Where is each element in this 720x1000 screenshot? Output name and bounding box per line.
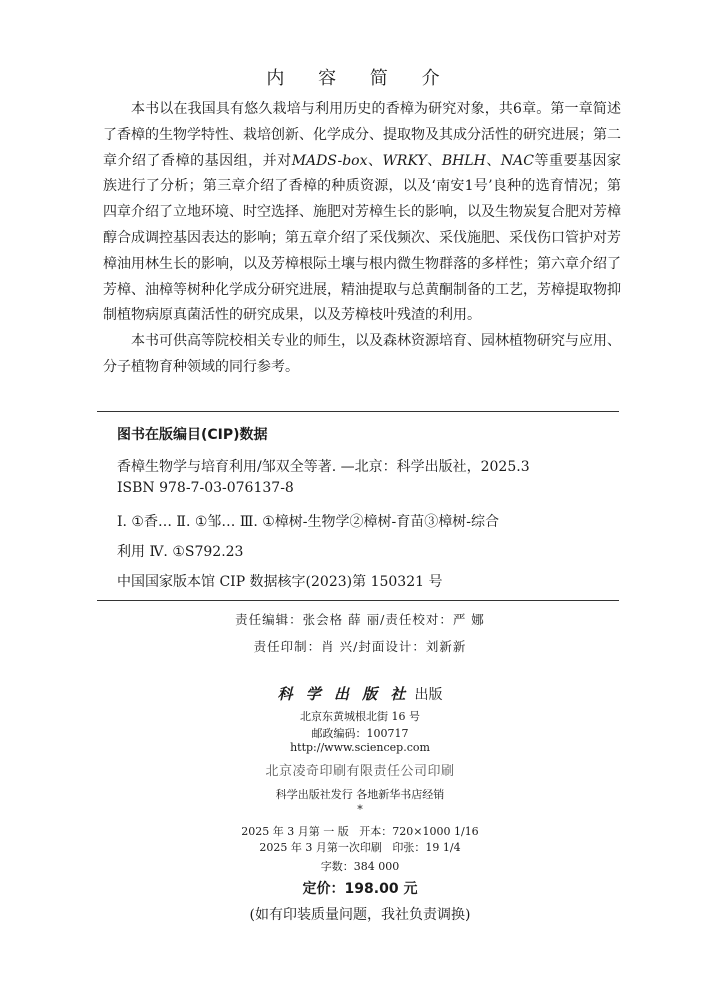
gene-separator: 、	[426, 152, 442, 169]
edition-info: 2025 年 3 月第 一 版	[241, 825, 349, 838]
sheet-info: 印张：19 1/4	[392, 841, 461, 854]
publisher-line	[0, 683, 720, 704]
word-count: 字数：384 000	[320, 860, 400, 873]
intro-paragraph-2: 本书可供高等院校相关专业的师生，以及森林资源培育、园林植物研究与应用、分子植物育种领域的同行参考。	[103, 333, 621, 375]
cip-top-divider	[97, 411, 619, 412]
publisher-suffix: 出版	[414, 687, 443, 703]
cip-isbn: ISBN 978-7-03-076137-8	[117, 480, 294, 496]
quality-note: (如有印装质量问题，我社负责调换)	[249, 907, 471, 923]
gene-bhlh: BHLH	[441, 152, 486, 169]
gene-nac: NAC	[500, 152, 534, 169]
page-title: 内 容 简 介	[266, 68, 454, 89]
cip-classification-line-1: Ⅰ. ①香… Ⅱ. ①邹… Ⅲ. ①樟树-生物学②樟树-育苗③樟树-综合	[117, 514, 499, 530]
format-info: 开本：720×1000 1/16	[359, 825, 479, 838]
publisher-postcode: 邮政编码：100717	[311, 727, 409, 740]
cip-heading: 图书在版编目(CIP)数据	[117, 427, 268, 443]
publisher-address: 北京东黄城根北街 16 号	[300, 710, 420, 723]
publisher-name: 科 学 出 版 社	[277, 685, 410, 703]
editor-credits-line-2: 责任印制：肖 兴/封面设计：刘新新	[253, 639, 467, 654]
cip-classification-line-2: 利用 Ⅳ. ①S792.23	[117, 544, 244, 560]
gene-wrky: WRKY	[382, 152, 427, 169]
printer-name: 北京凌奇印刷有限责任公司印刷	[265, 764, 455, 779]
distribution-line: 科学出版社发行 各地新华书店经销	[275, 788, 445, 801]
cip-bottom-divider	[97, 600, 619, 601]
publisher-url: http://www.sciencep.com	[290, 741, 430, 754]
edition-line	[0, 823, 720, 839]
cip-title-line: 香樟生物学与培育利用/邹双全等著. —北京：科学出版社，2025.3	[117, 459, 530, 475]
intro-text-part2: 等重要基因家族进行了分析；第三章介绍了香樟的种质资源，以及‘南安1号’良种的选育情况；第四章介绍了立地环境、时空选择、施肥对芳樟生长的影响，以及生物炭复合肥对芳樟醇合成调控基因表达的影响；第五章介绍了采伐频次、采伐施肥、采伐伤口管护对芳樟油用林生长的影响，以及芳樟根际土壤与根内微生物群落的多样性；第六章介绍了芳樟、油樟等树种化学成分研究进展，精油提取与总黄酮制备的工艺，芳樟提取物抑制植物病原真菌活性的研究成果，以及芳樟枝叶残渣的利用。	[103, 152, 622, 324]
intro-paragraph-1	[103, 97, 621, 329]
impression-line	[0, 839, 720, 855]
price: 定价：198.00 元	[302, 881, 418, 897]
intro-text-part1: 本书以在我国具有悠久栽培与利用历史的香樟为研究对象，共6章。第一章简述了香樟的生物学特性、栽培创新、化学成分、提取物及其成分活性的研究进展；第二章介绍了香樟的基因组，并对	[103, 101, 621, 169]
intro-section	[103, 97, 621, 381]
gene-separator: 、	[485, 152, 501, 169]
gene-separator: 、	[367, 152, 383, 169]
editor-credits-line-1: 责任编辑：张会格 薛 丽/责任校对：严 娜	[235, 612, 485, 627]
gene-mads-box: MADS-box	[291, 152, 368, 169]
impression-info: 2025 年 3 月第一次印刷	[259, 841, 382, 854]
separator-star: *	[357, 803, 363, 816]
cip-cataloging-number: 中国国家版本馆 CIP 数据核字(2023)第 150321 号	[117, 574, 443, 590]
